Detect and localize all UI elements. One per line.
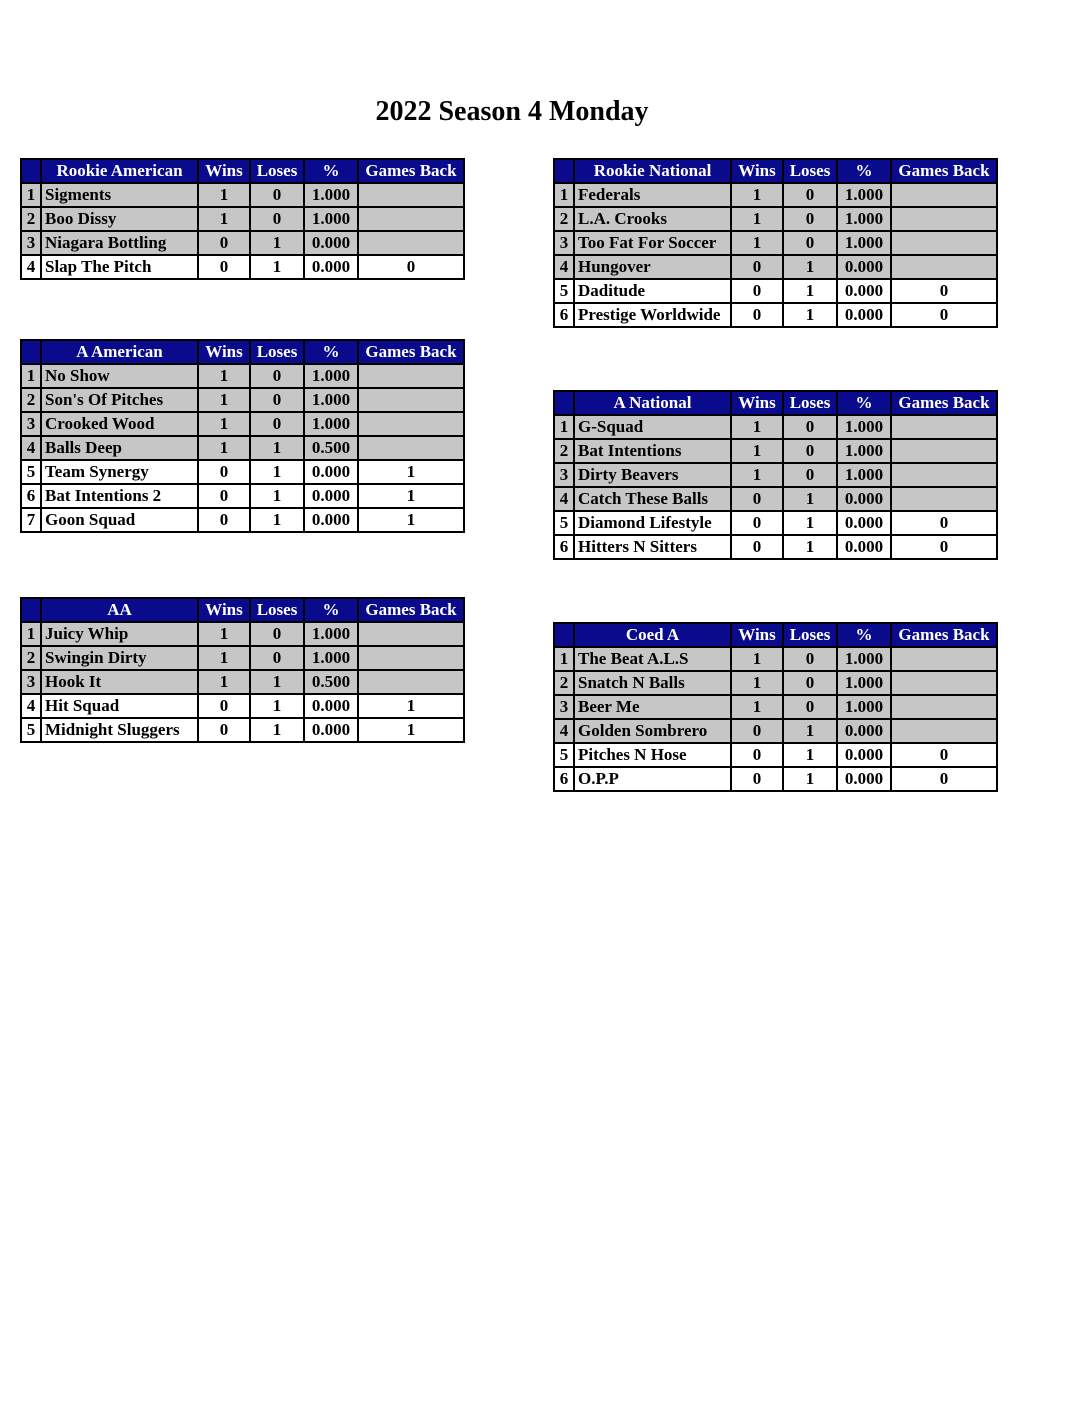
pct-cell: 1.000 bbox=[837, 463, 891, 487]
rank-cell: 6 bbox=[554, 535, 574, 559]
rank-cell: 4 bbox=[554, 719, 574, 743]
team-name-cell: Pitches N Hose bbox=[574, 743, 731, 767]
pct-cell: 1.000 bbox=[304, 364, 358, 388]
games-back-cell: 0 bbox=[891, 767, 997, 791]
loses-cell: 1 bbox=[250, 484, 304, 508]
wins-cell: 1 bbox=[731, 415, 783, 439]
loses-cell: 0 bbox=[783, 671, 837, 695]
table-row bbox=[21, 718, 464, 742]
wins-header: Wins bbox=[731, 391, 783, 415]
games-back-cell: 0 bbox=[891, 535, 997, 559]
pct-cell: 0.000 bbox=[837, 487, 891, 511]
page-title: 2022 Season 4 Monday bbox=[375, 96, 649, 127]
games-back-cell bbox=[358, 207, 464, 231]
pct-header: % bbox=[837, 623, 891, 647]
rank-cell: 3 bbox=[554, 231, 574, 255]
table-header-row bbox=[21, 159, 464, 183]
rank-cell: 2 bbox=[21, 207, 41, 231]
loses-header: Loses bbox=[250, 340, 304, 364]
table-row bbox=[554, 183, 997, 207]
rank-cell: 3 bbox=[21, 412, 41, 436]
loses-cell: 1 bbox=[783, 719, 837, 743]
rank-cell: 6 bbox=[554, 767, 574, 791]
team-name-cell: Snatch N Balls bbox=[574, 671, 731, 695]
table-row bbox=[21, 231, 464, 255]
wins-cell: 0 bbox=[198, 694, 250, 718]
table-row bbox=[21, 183, 464, 207]
loses-cell: 1 bbox=[783, 511, 837, 535]
wins-cell: 0 bbox=[198, 255, 250, 279]
games-back-cell: 0 bbox=[891, 279, 997, 303]
wins-cell: 0 bbox=[731, 511, 783, 535]
games-back-cell bbox=[358, 231, 464, 255]
team-name-cell: Midnight Sluggers bbox=[41, 718, 198, 742]
loses-cell: 1 bbox=[250, 231, 304, 255]
wins-cell: 0 bbox=[198, 231, 250, 255]
games-back-cell: 0 bbox=[891, 303, 997, 327]
table-row bbox=[554, 487, 997, 511]
table-row bbox=[21, 436, 464, 460]
team-name-cell: Diamond Lifestyle bbox=[574, 511, 731, 535]
pct-header: % bbox=[837, 159, 891, 183]
wins-cell: 1 bbox=[198, 622, 250, 646]
wins-cell: 0 bbox=[731, 719, 783, 743]
table-row bbox=[21, 255, 464, 279]
games-back-header: Games Back bbox=[358, 598, 464, 622]
team-name-cell: Hit Squad bbox=[41, 694, 198, 718]
rank-cell: 4 bbox=[554, 255, 574, 279]
loses-header: Loses bbox=[250, 159, 304, 183]
standings-table-a-american bbox=[20, 339, 465, 533]
loses-cell: 0 bbox=[250, 207, 304, 231]
table-row bbox=[21, 694, 464, 718]
pct-cell: 0.000 bbox=[837, 279, 891, 303]
team-name-cell: Dirty Beavers bbox=[574, 463, 731, 487]
standings-body bbox=[554, 183, 997, 327]
games-back-cell bbox=[358, 183, 464, 207]
table-header-row bbox=[554, 623, 997, 647]
wins-cell: 1 bbox=[731, 695, 783, 719]
rank-cell: 3 bbox=[554, 463, 574, 487]
wins-cell: 1 bbox=[731, 231, 783, 255]
rank-cell: 4 bbox=[554, 487, 574, 511]
team-name-cell: Swingin Dirty bbox=[41, 646, 198, 670]
games-back-cell bbox=[891, 671, 997, 695]
pct-cell: 0.000 bbox=[304, 508, 358, 532]
loses-header: Loses bbox=[783, 391, 837, 415]
rank-cell: 1 bbox=[554, 183, 574, 207]
games-back-cell: 1 bbox=[358, 484, 464, 508]
loses-cell: 1 bbox=[250, 508, 304, 532]
pct-cell: 1.000 bbox=[837, 671, 891, 695]
rank-cell: 2 bbox=[554, 439, 574, 463]
pct-cell: 0.000 bbox=[837, 303, 891, 327]
games-back-cell bbox=[891, 463, 997, 487]
wins-cell: 1 bbox=[198, 412, 250, 436]
division-name: Rookie National bbox=[574, 159, 731, 183]
loses-header: Loses bbox=[783, 159, 837, 183]
pct-cell: 1.000 bbox=[304, 388, 358, 412]
wins-cell: 0 bbox=[731, 255, 783, 279]
loses-cell: 1 bbox=[783, 255, 837, 279]
rank-cell: 3 bbox=[554, 695, 574, 719]
loses-cell: 0 bbox=[783, 183, 837, 207]
loses-cell: 0 bbox=[783, 415, 837, 439]
team-name-cell: Sigments bbox=[41, 183, 198, 207]
division-name: Coed A bbox=[574, 623, 731, 647]
standings-table-rookie-american bbox=[20, 158, 465, 280]
pct-cell: 0.000 bbox=[837, 255, 891, 279]
rank-cell: 1 bbox=[21, 622, 41, 646]
team-name-cell: Balls Deep bbox=[41, 436, 198, 460]
wins-cell: 0 bbox=[198, 460, 250, 484]
pct-cell: 1.000 bbox=[304, 622, 358, 646]
standings-body bbox=[21, 622, 464, 742]
table-header-row bbox=[21, 598, 464, 622]
pct-cell: 0.000 bbox=[304, 718, 358, 742]
pct-cell: 1.000 bbox=[837, 415, 891, 439]
table-row bbox=[554, 231, 997, 255]
wins-cell: 0 bbox=[731, 743, 783, 767]
wins-header: Wins bbox=[731, 623, 783, 647]
pct-cell: 1.000 bbox=[304, 207, 358, 231]
loses-cell: 1 bbox=[783, 487, 837, 511]
games-back-cell: 0 bbox=[891, 743, 997, 767]
wins-header: Wins bbox=[731, 159, 783, 183]
loses-cell: 0 bbox=[250, 622, 304, 646]
pct-cell: 1.000 bbox=[837, 207, 891, 231]
games-back-cell bbox=[358, 436, 464, 460]
wins-cell: 0 bbox=[198, 718, 250, 742]
wins-header: Wins bbox=[198, 340, 250, 364]
pct-cell: 0.000 bbox=[837, 767, 891, 791]
wins-cell: 1 bbox=[198, 364, 250, 388]
team-name-cell: G-Squad bbox=[574, 415, 731, 439]
pct-header: % bbox=[304, 159, 358, 183]
rank-cell: 5 bbox=[554, 743, 574, 767]
team-name-cell: Too Fat For Soccer bbox=[574, 231, 731, 255]
rank-cell: 5 bbox=[21, 460, 41, 484]
table-row bbox=[554, 767, 997, 791]
rank-cell: 5 bbox=[21, 718, 41, 742]
loses-cell: 1 bbox=[250, 718, 304, 742]
loses-cell: 0 bbox=[250, 646, 304, 670]
games-back-cell bbox=[891, 255, 997, 279]
rank-cell: 1 bbox=[554, 647, 574, 671]
pct-cell: 0.000 bbox=[304, 694, 358, 718]
standings-table-a-national bbox=[553, 390, 998, 560]
division-name: Rookie American bbox=[41, 159, 198, 183]
team-name-cell: Catch These Balls bbox=[574, 487, 731, 511]
standings-body bbox=[21, 183, 464, 279]
games-back-cell: 1 bbox=[358, 718, 464, 742]
games-back-cell bbox=[358, 364, 464, 388]
games-back-header: Games Back bbox=[358, 159, 464, 183]
loses-cell: 0 bbox=[783, 463, 837, 487]
wins-cell: 1 bbox=[731, 439, 783, 463]
pct-cell: 0.000 bbox=[837, 743, 891, 767]
loses-cell: 1 bbox=[250, 436, 304, 460]
games-back-cell bbox=[358, 622, 464, 646]
loses-cell: 0 bbox=[250, 388, 304, 412]
pct-header: % bbox=[837, 391, 891, 415]
team-name-cell: Bat Intentions bbox=[574, 439, 731, 463]
wins-cell: 1 bbox=[731, 647, 783, 671]
loses-header: Loses bbox=[783, 623, 837, 647]
pct-cell: 1.000 bbox=[837, 647, 891, 671]
table-row bbox=[21, 207, 464, 231]
games-back-cell bbox=[358, 412, 464, 436]
table-row bbox=[554, 415, 997, 439]
loses-cell: 0 bbox=[250, 364, 304, 388]
team-name-cell: Team Synergy bbox=[41, 460, 198, 484]
rank-cell: 3 bbox=[21, 231, 41, 255]
table-row bbox=[21, 622, 464, 646]
pct-header: % bbox=[304, 598, 358, 622]
standings-table-coed-a bbox=[553, 622, 998, 792]
wins-cell: 0 bbox=[731, 487, 783, 511]
wins-cell: 1 bbox=[731, 463, 783, 487]
loses-cell: 1 bbox=[783, 535, 837, 559]
standings-body bbox=[21, 364, 464, 532]
games-back-cell bbox=[358, 646, 464, 670]
loses-cell: 1 bbox=[783, 279, 837, 303]
team-name-cell: Prestige Worldwide bbox=[574, 303, 731, 327]
pct-cell: 1.000 bbox=[837, 695, 891, 719]
team-name-cell: Boo Dissy bbox=[41, 207, 198, 231]
team-name-cell: Niagara Bottling bbox=[41, 231, 198, 255]
table-row bbox=[21, 484, 464, 508]
wins-cell: 1 bbox=[198, 183, 250, 207]
division-name: A National bbox=[574, 391, 731, 415]
games-back-header: Games Back bbox=[891, 391, 997, 415]
wins-cell: 1 bbox=[198, 646, 250, 670]
wins-cell: 1 bbox=[731, 183, 783, 207]
wins-cell: 0 bbox=[731, 303, 783, 327]
pct-cell: 1.000 bbox=[837, 231, 891, 255]
games-back-header: Games Back bbox=[891, 159, 997, 183]
team-name-cell: Slap The Pitch bbox=[41, 255, 198, 279]
table-row bbox=[21, 364, 464, 388]
loses-cell: 1 bbox=[250, 255, 304, 279]
team-name-cell: Son's Of Pitches bbox=[41, 388, 198, 412]
pct-cell: 1.000 bbox=[837, 439, 891, 463]
pct-cell: 0.000 bbox=[837, 719, 891, 743]
rank-cell: 7 bbox=[21, 508, 41, 532]
wins-header: Wins bbox=[198, 598, 250, 622]
table-row bbox=[554, 647, 997, 671]
table-row bbox=[554, 303, 997, 327]
rank-cell: 4 bbox=[21, 436, 41, 460]
team-name-cell: Goon Squad bbox=[41, 508, 198, 532]
table-row bbox=[554, 719, 997, 743]
loses-cell: 1 bbox=[250, 460, 304, 484]
loses-cell: 0 bbox=[783, 231, 837, 255]
rank-cell: 2 bbox=[554, 207, 574, 231]
table-header-row bbox=[554, 159, 997, 183]
wins-cell: 1 bbox=[731, 671, 783, 695]
table-row bbox=[554, 695, 997, 719]
rank-header bbox=[21, 340, 41, 364]
pct-cell: 0.000 bbox=[304, 231, 358, 255]
table-header-row bbox=[554, 391, 997, 415]
games-back-cell bbox=[358, 388, 464, 412]
table-row bbox=[554, 207, 997, 231]
loses-cell: 0 bbox=[250, 412, 304, 436]
rank-header bbox=[554, 159, 574, 183]
rank-cell: 1 bbox=[21, 364, 41, 388]
pct-cell: 0.000 bbox=[304, 255, 358, 279]
standings-table-rookie-national bbox=[553, 158, 998, 328]
table-row bbox=[554, 463, 997, 487]
table-row bbox=[554, 671, 997, 695]
games-back-cell: 0 bbox=[358, 255, 464, 279]
rank-cell: 1 bbox=[21, 183, 41, 207]
pct-cell: 0.000 bbox=[304, 484, 358, 508]
pct-cell: 0.000 bbox=[304, 460, 358, 484]
table-row bbox=[21, 412, 464, 436]
table-row bbox=[21, 646, 464, 670]
rank-header bbox=[554, 391, 574, 415]
team-name-cell: Juicy Whip bbox=[41, 622, 198, 646]
rank-cell: 3 bbox=[21, 670, 41, 694]
rank-header bbox=[21, 159, 41, 183]
games-back-cell: 1 bbox=[358, 508, 464, 532]
team-name-cell: Crooked Wood bbox=[41, 412, 198, 436]
loses-cell: 1 bbox=[250, 670, 304, 694]
standings-table-aa bbox=[20, 597, 465, 743]
rank-header bbox=[554, 623, 574, 647]
rank-cell: 4 bbox=[21, 255, 41, 279]
pct-cell: 0.000 bbox=[837, 511, 891, 535]
loses-cell: 1 bbox=[783, 743, 837, 767]
loses-cell: 0 bbox=[783, 647, 837, 671]
rank-cell: 5 bbox=[554, 279, 574, 303]
rank-cell: 1 bbox=[554, 415, 574, 439]
pct-cell: 1.000 bbox=[304, 646, 358, 670]
loses-cell: 0 bbox=[783, 439, 837, 463]
rank-cell: 2 bbox=[554, 671, 574, 695]
games-back-header: Games Back bbox=[891, 623, 997, 647]
games-back-cell bbox=[891, 183, 997, 207]
loses-cell: 1 bbox=[250, 694, 304, 718]
loses-header: Loses bbox=[250, 598, 304, 622]
wins-cell: 0 bbox=[731, 279, 783, 303]
games-back-cell: 1 bbox=[358, 460, 464, 484]
pct-cell: 1.000 bbox=[304, 412, 358, 436]
team-name-cell: Beer Me bbox=[574, 695, 731, 719]
wins-cell: 1 bbox=[198, 388, 250, 412]
games-back-cell bbox=[891, 231, 997, 255]
pct-cell: 0.500 bbox=[304, 436, 358, 460]
team-name-cell: Hitters N Sitters bbox=[574, 535, 731, 559]
games-back-cell bbox=[358, 670, 464, 694]
pct-cell: 1.000 bbox=[837, 183, 891, 207]
standings-body bbox=[554, 647, 997, 791]
table-row bbox=[554, 439, 997, 463]
table-header-row bbox=[21, 340, 464, 364]
games-back-cell: 0 bbox=[891, 511, 997, 535]
games-back-cell bbox=[891, 695, 997, 719]
table-row bbox=[554, 511, 997, 535]
games-back-cell bbox=[891, 647, 997, 671]
rank-cell: 6 bbox=[554, 303, 574, 327]
games-back-cell: 1 bbox=[358, 694, 464, 718]
team-name-cell: Bat Intentions 2 bbox=[41, 484, 198, 508]
loses-cell: 0 bbox=[783, 695, 837, 719]
standings-body bbox=[554, 415, 997, 559]
team-name-cell: Golden Sombrero bbox=[574, 719, 731, 743]
table-row bbox=[21, 460, 464, 484]
team-name-cell: No Show bbox=[41, 364, 198, 388]
rank-header bbox=[21, 598, 41, 622]
rank-cell: 5 bbox=[554, 511, 574, 535]
wins-cell: 0 bbox=[198, 508, 250, 532]
wins-cell: 1 bbox=[198, 436, 250, 460]
rank-cell: 2 bbox=[21, 646, 41, 670]
loses-cell: 0 bbox=[250, 183, 304, 207]
division-name: A American bbox=[41, 340, 198, 364]
table-row bbox=[21, 670, 464, 694]
rank-cell: 2 bbox=[21, 388, 41, 412]
team-name-cell: Hungover bbox=[574, 255, 731, 279]
pct-cell: 1.000 bbox=[304, 183, 358, 207]
loses-cell: 1 bbox=[783, 303, 837, 327]
wins-cell: 0 bbox=[731, 767, 783, 791]
games-back-cell bbox=[891, 207, 997, 231]
games-back-header: Games Back bbox=[358, 340, 464, 364]
table-row bbox=[554, 279, 997, 303]
team-name-cell: Hook It bbox=[41, 670, 198, 694]
team-name-cell: Federals bbox=[574, 183, 731, 207]
pct-header: % bbox=[304, 340, 358, 364]
wins-header: Wins bbox=[198, 159, 250, 183]
rank-cell: 4 bbox=[21, 694, 41, 718]
games-back-cell bbox=[891, 415, 997, 439]
rank-cell: 6 bbox=[21, 484, 41, 508]
games-back-cell bbox=[891, 487, 997, 511]
loses-cell: 1 bbox=[783, 767, 837, 791]
team-name-cell: L.A. Crooks bbox=[574, 207, 731, 231]
wins-cell: 1 bbox=[731, 207, 783, 231]
wins-cell: 1 bbox=[198, 207, 250, 231]
table-row bbox=[554, 743, 997, 767]
table-row bbox=[554, 535, 997, 559]
table-row bbox=[21, 388, 464, 412]
games-back-cell bbox=[891, 439, 997, 463]
loses-cell: 0 bbox=[783, 207, 837, 231]
wins-cell: 1 bbox=[198, 670, 250, 694]
wins-cell: 0 bbox=[198, 484, 250, 508]
team-name-cell: Daditude bbox=[574, 279, 731, 303]
wins-cell: 0 bbox=[731, 535, 783, 559]
pct-cell: 0.500 bbox=[304, 670, 358, 694]
division-name: AA bbox=[41, 598, 198, 622]
team-name-cell: O.P.P bbox=[574, 767, 731, 791]
team-name-cell: The Beat A.L.S bbox=[574, 647, 731, 671]
table-row bbox=[554, 255, 997, 279]
pct-cell: 0.000 bbox=[837, 535, 891, 559]
games-back-cell bbox=[891, 719, 997, 743]
table-row bbox=[21, 508, 464, 532]
